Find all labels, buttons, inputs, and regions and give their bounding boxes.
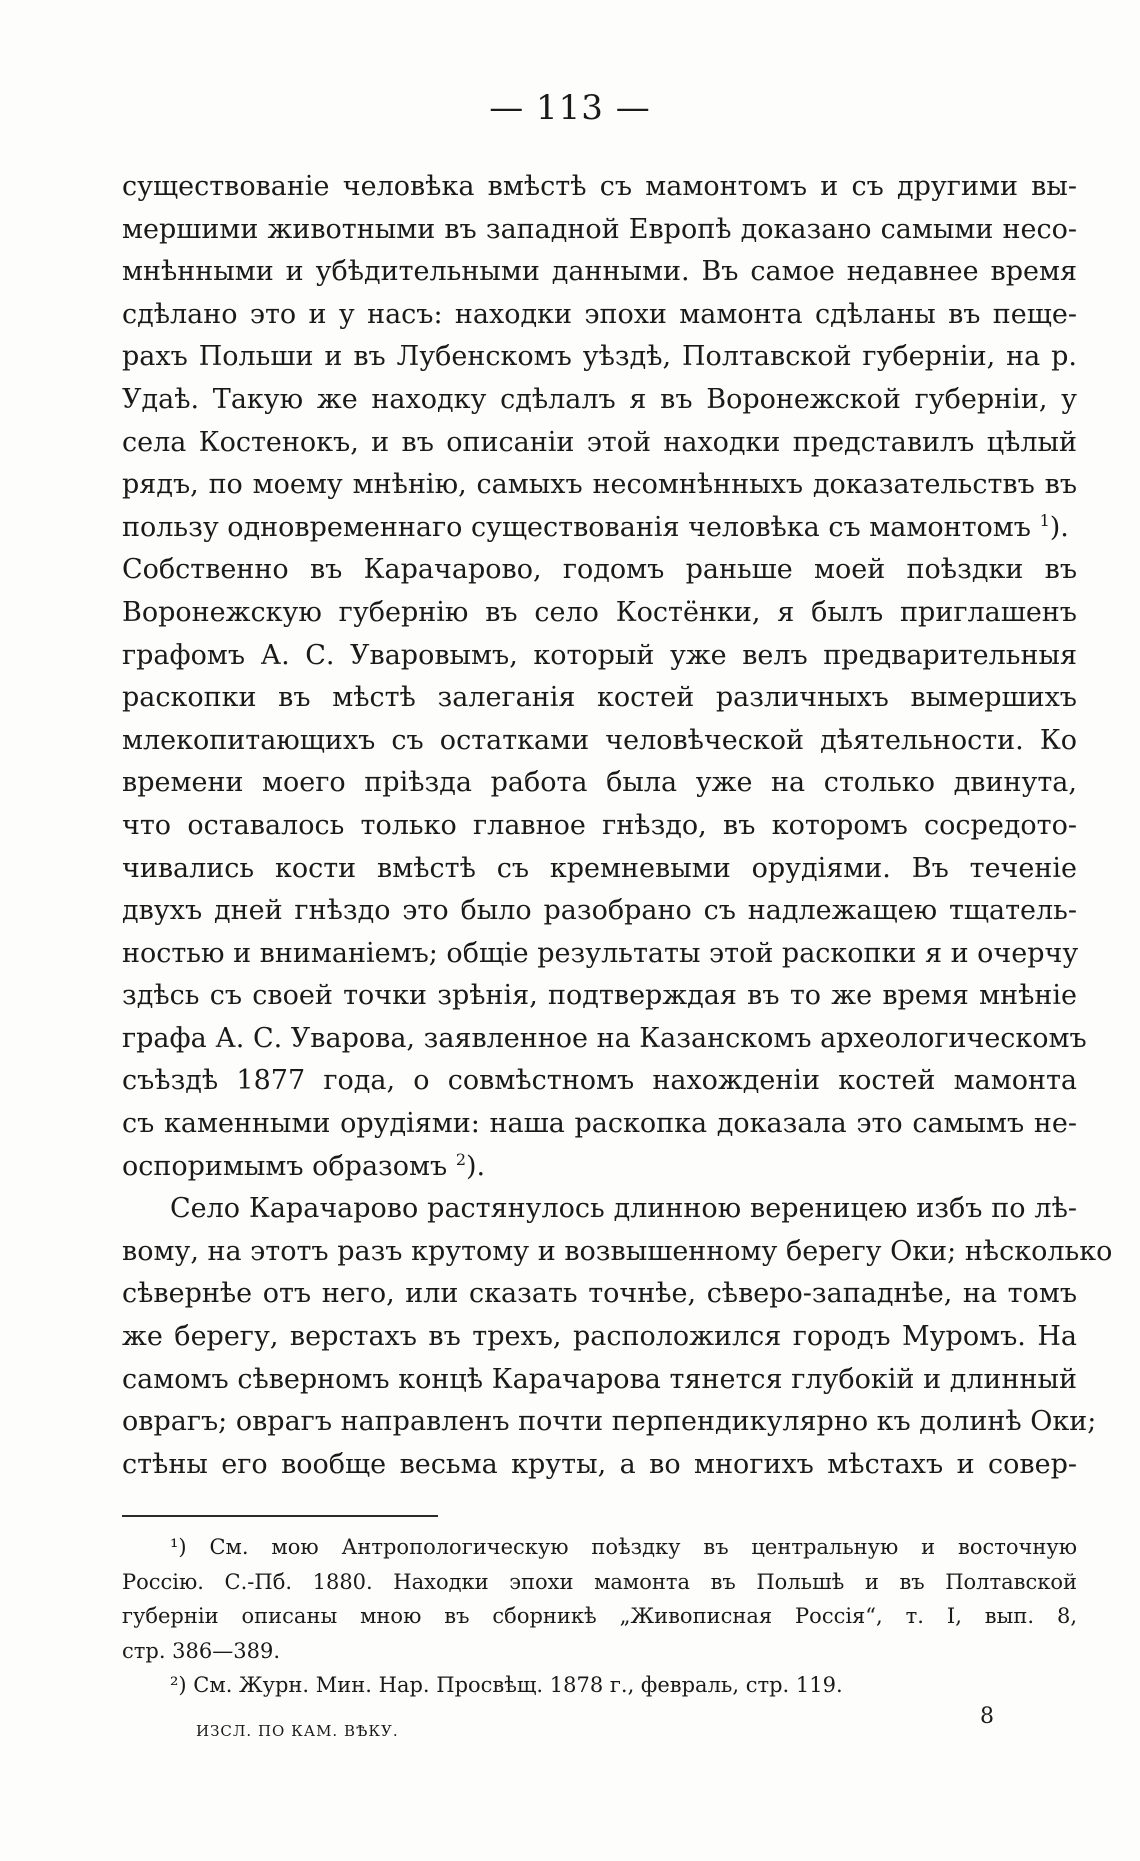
footnote-ref-2-close: ). (466, 1150, 486, 1182)
body-line-text: пользу одновременнаго существованія человѣка съ мамонтомъ (122, 511, 1031, 543)
body-line: существованіе человѣка вмѣстѣ съ мамонтомъ и съ другими вы- (122, 171, 1077, 202)
footnote-ref-1[interactable]: 1 (1039, 510, 1050, 530)
body-line: сдѣлано это и у насъ: находки эпохи мамонта сдѣланы въ пеще- (122, 298, 1077, 330)
body-line: Удаѣ. Такую же находку сдѣлалъ я въ Воронежской губерніи, у (122, 383, 1077, 415)
body-line: двухъ дней гнѣздо это было разобрано съ надлежащею тщатель- (122, 895, 1077, 927)
body-line: чивались кости вмѣстѣ съ кремневыми орудіями. Въ теченіе (122, 852, 1077, 884)
body-line: рядъ, по моему мнѣнію, самыхъ несомнѣнныхъ доказательствъ въ (122, 469, 1077, 501)
body-line: же берегу, верстахъ въ трехъ, расположился городъ Муромъ. На (122, 1321, 1077, 1353)
body-line: времени моего пріѣзда работа была уже на столько двинута, (122, 767, 1077, 799)
body-line: здѣсь съ своей точки зрѣнія, подтверждая въ то же время мнѣніе (122, 980, 1077, 1012)
footnote-1-line: стр. 386—389. (122, 1638, 281, 1663)
body-line-text: оспоримымъ образомъ (122, 1150, 448, 1182)
body-line: села Костенокъ, и въ описаніи этой находки представилъ цѣлый (122, 426, 1077, 458)
body-line: рахъ Польши и въ Лубенскомъ уѣздѣ, Полтавской губерніи, на р. (122, 341, 1077, 373)
body-line: Село Карачарово растянулось длинною вереницею избъ по лѣ- (170, 1193, 1077, 1225)
body-line: мершими животными въ западной Европѣ доказано самыми несо- (122, 213, 1077, 245)
footnote-ref-1-close: ). (1049, 511, 1069, 543)
body-line: Воронежскую губернію въ село Костёнки, я былъ приглашенъ (122, 596, 1077, 628)
page-number: — 113 — (489, 88, 651, 128)
body-line: ностью и вниманіемъ; общіе результаты этой раскопки я и очерчу (122, 937, 1079, 969)
body-line: раскопки въ мѣстѣ залеганія костей различныхъ вымершихъ (122, 682, 1077, 714)
signature-mark: ИЗСЛ. ПО КАМ. ВѢКУ. (196, 1722, 399, 1740)
signature-number: 8 (980, 1704, 994, 1729)
footnote-1-line: ¹) См. мою Антропологическую поѣздку въ центральную и восточную (170, 1535, 1077, 1559)
footnote-divider (122, 1515, 438, 1517)
body-text (122, 166, 1113, 1486)
footnote-1-line: Россію. С.-Пб. 1880. Находки эпохи мамонта въ Польшѣ и въ Полтавской (122, 1569, 1077, 1594)
footnote-ref-2[interactable]: 2 (455, 1149, 466, 1169)
body-line: мнѣнными и убѣдительными данными. Въ самое недавнее время (122, 256, 1077, 288)
body-line: графомъ А. С. Уваровымъ, который уже велъ предварительныя (122, 639, 1077, 671)
body-line: стѣны его вообще весьма круты, а во многихъ мѣстахъ и совер- (122, 1448, 1077, 1480)
body-line: оврагъ; оврагъ направленъ почти перпендикулярно къ долинѣ Оки; (122, 1406, 1097, 1438)
footnotes (122, 1530, 1077, 1703)
body-line (122, 507, 1077, 550)
footnote-2: ²) См. Журн. Мин. Нар. Просвѣщ. 1878 г., февраль, стр. 119. (170, 1673, 843, 1697)
body-line: вому, на этотъ разъ крутому и возвышенному берегу Оки; нѣсколько (122, 1235, 1113, 1267)
body-line: графа А. С. Уварова, заявленное на Казанскомъ археологическомъ (122, 1022, 1087, 1054)
body-line: сѣвернѣе отъ него, или сказать точнѣе, сѣверо-западнѣе, на томъ (122, 1278, 1077, 1310)
body-line: съ каменными орудіями: наша раскопка доказала это самымъ не- (122, 1108, 1077, 1140)
body-line (122, 1146, 1077, 1189)
body-line: самомъ сѣверномъ концѣ Карачарова тянется глубокій и длинный (122, 1363, 1077, 1395)
body-line: съѣздѣ 1877 года, о совмѣстномъ нахожденіи костей мамонта (122, 1065, 1077, 1097)
body-line: что оставалось только главное гнѣздо, въ которомъ сосредото- (122, 809, 1077, 841)
footnote-1-line: губерніи описаны мною въ сборникѣ „Живописная Россія“, т. I, вып. 8, (122, 1604, 1077, 1628)
body-line: млекопитающихъ съ остатками человѣческой дѣятельности. Ко (122, 724, 1077, 756)
body-line: Собственно въ Карачарово, годомъ раньше моей поѣздки въ (122, 554, 1077, 586)
